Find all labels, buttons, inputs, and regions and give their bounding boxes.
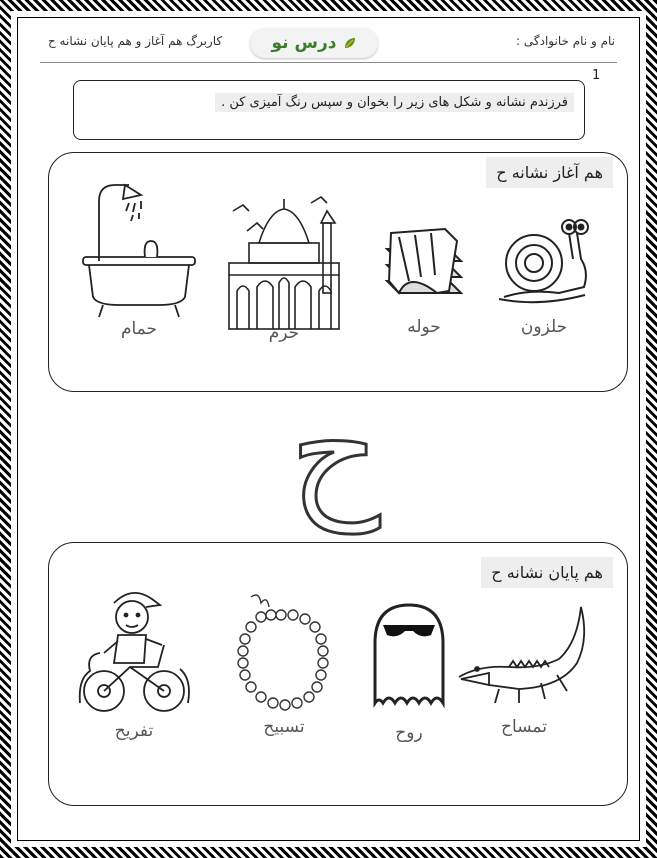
student-name-label: نام و نام خانوادگی : [516, 34, 615, 48]
bathtub-icon [79, 171, 199, 321]
word-halazoon: حلزون [520, 317, 568, 337]
word-temsah: تمساح [501, 717, 547, 737]
shrine-icon [219, 183, 349, 333]
word-hooleh: حوله [407, 317, 441, 337]
same-beginning-panel [48, 152, 628, 392]
same-ending-title: هم پایان نشانه ح [481, 557, 613, 588]
word-tasbih: تسبیح [263, 717, 305, 737]
item-ghost [344, 599, 474, 743]
big-letter-glyph: ح [289, 390, 381, 534]
item-towel [359, 211, 489, 337]
word-hammam: حمام [120, 319, 158, 339]
instruction-box [73, 80, 585, 140]
ghost-icon [359, 599, 459, 719]
prayer-beads-icon [229, 587, 339, 717]
question-number: 1 [592, 68, 601, 83]
word-tafrih: تفریح [114, 721, 154, 741]
big-letter-heh [270, 390, 400, 540]
item-shrine [219, 183, 349, 343]
same-beginning-title: هم آغاز نشانه ح [486, 157, 613, 188]
word-haram: حرم [268, 323, 300, 343]
towel-icon [369, 211, 479, 311]
same-ending-panel [48, 542, 628, 806]
logo-word-dars: درس [294, 33, 337, 53]
word-rooh: روح [395, 723, 423, 743]
logo-word-no: نو [271, 33, 289, 53]
item-bathtub [74, 171, 204, 339]
item-boy-on-bicycle [69, 583, 199, 741]
snail-icon [489, 211, 599, 311]
logo [250, 28, 378, 58]
item-prayer-beads [219, 587, 349, 737]
boy-on-bicycle-icon [74, 583, 194, 723]
instruction-text: فرزندم نشانه و شکل های زیر را بخوان و سپس رنگ آمیزی کن . [215, 93, 574, 112]
leaf-icon [343, 36, 357, 50]
worksheet-title: کاربرگ هم آغاز و هم پایان نشانه ح [48, 34, 223, 48]
item-snail [479, 211, 609, 337]
header-divider [40, 62, 617, 63]
